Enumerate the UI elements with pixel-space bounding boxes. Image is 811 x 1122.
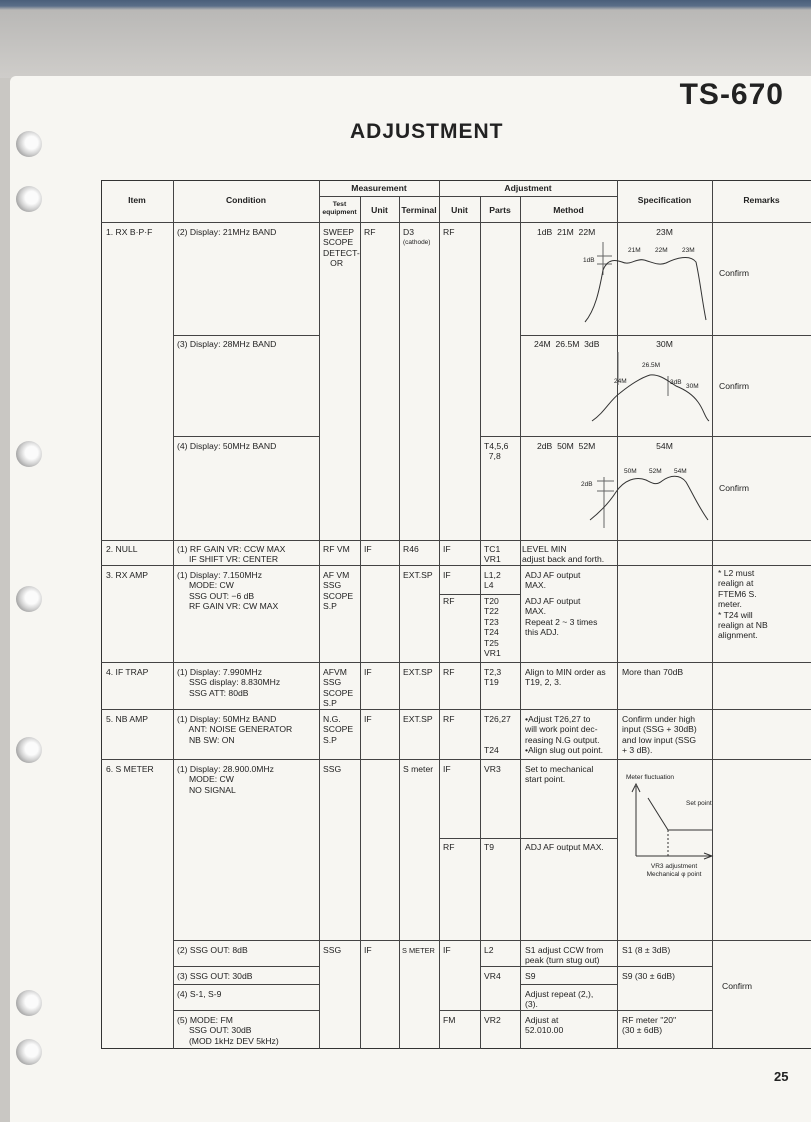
- measurement-unit-nb-amp: IF: [364, 714, 372, 724]
- terminal-rx-amp: EXT.SP: [403, 570, 433, 580]
- terminal-s-meter-2: S METER: [402, 946, 435, 955]
- adjustment-unit-rx-amp-if: IF: [443, 570, 451, 580]
- model-number: TS-670: [679, 78, 784, 111]
- method-null: LEVEL MIN adjust back and forth.: [522, 544, 605, 565]
- parts-rx-amp-rf: T20 T22 T23 T24 T25 VR1: [484, 596, 501, 659]
- curve50-label-52m: 52M: [649, 468, 662, 475]
- remark-50mhz: Confirm: [719, 483, 750, 493]
- method-if-trap: Align to MIN order as T19, 2, 3.: [525, 667, 606, 688]
- measurement-unit-s-meter-2: IF: [364, 945, 372, 955]
- curve28-label-24m: 24M: [614, 378, 627, 385]
- header-method: Method: [553, 205, 584, 215]
- condition-s-meter-1: (1) Display: 28.900.0MHz MODE: CW NO SIGNAL: [177, 764, 274, 795]
- method-50mhz: 2dB 50M 52M: [537, 441, 596, 451]
- curve21-label-22m: 22M: [655, 247, 668, 254]
- spec-21mhz: 23M: [656, 227, 673, 237]
- method-rx-amp-if: ADJ AF output MAX.: [525, 570, 581, 591]
- adjustment-unit-s-meter-5: FM: [443, 1015, 456, 1025]
- parts-s-meter-1b: T9: [484, 842, 495, 852]
- parts-50mhz: T4,5,6 7,8: [484, 441, 509, 462]
- header-adjustment: Adjustment: [504, 183, 552, 193]
- method-rx-amp-rf: ADJ AF output MAX. Repeat 2 ~ 3 times this ADJ.: [525, 596, 598, 638]
- spec-nb-amp: Confirm under high input (SSG + 30dB) and low input (SSG + 3 dB).: [622, 714, 697, 756]
- remark-21mhz: Confirm: [719, 268, 750, 278]
- condition-nb-amp: (1) Display: 50MHz BAND ANT: NOISE GENERATOR NB SW: ON: [177, 714, 293, 745]
- method-s-meter-1: Set to mechanical start point.: [525, 764, 594, 785]
- condition-null: (1) RF GAIN VR: CCW MAX IF SHIFT VR: CENTER: [177, 544, 286, 565]
- item-s-meter: 6. S METER: [106, 764, 154, 774]
- remark-28mhz: Confirm: [719, 381, 750, 391]
- curve21-label-21m: 21M: [628, 247, 641, 254]
- parts-s-meter-2: L2: [484, 945, 494, 955]
- method-s-meter-2: S1 adjust CCW from peak (turn stug out): [525, 945, 604, 966]
- equipment-s-meter-1: SSG: [323, 764, 342, 774]
- parts-s-meter-5: VR2: [484, 1015, 501, 1025]
- equipment-rx-amp: AF VM SSG SCOPE S.P: [323, 570, 354, 612]
- condition-50mhz: (4) Display: 50MHz BAND: [177, 441, 277, 451]
- spec-s-meter-2: S1 (8 ± 3dB): [622, 945, 671, 955]
- graph-title: Meter fluctuation: [626, 774, 675, 781]
- spec-50mhz: 54M: [656, 441, 673, 451]
- equipment-nb-amp: N.G. SCOPE S.P: [323, 714, 354, 745]
- adjustment-unit-s-meter-1b: RF: [443, 842, 455, 852]
- condition-if-trap: (1) Display: 7.990MHz SSG display: 8.830MHz SSG ATT: 80dB: [177, 667, 281, 698]
- equipment-s-meter-2: SSG: [323, 945, 342, 955]
- header-remarks: Remarks: [743, 195, 780, 205]
- item-nb-amp: 5. NB AMP: [106, 714, 149, 724]
- header-adjustment-unit: Unit: [451, 205, 468, 215]
- measurement-unit-rf: RF: [364, 227, 376, 237]
- adjustment-unit-null: IF: [443, 544, 451, 554]
- equipment-sweep-scope: SWEEP SCOPE DETECT- OR: [323, 227, 360, 269]
- adjustment-unit-rf: RF: [443, 227, 455, 237]
- parts-rx-amp-if: L1,2 L4: [484, 570, 501, 591]
- terminal-null: R46: [403, 544, 419, 554]
- method-nb-amp: •Adjust T26,27 to will work point dec- reasing N.G output. •Align slug out point.: [525, 714, 604, 756]
- curve50-label-54m: 54M: [674, 468, 687, 475]
- header-test-equipment: Test equipment: [322, 201, 357, 216]
- terminal-d3: D3: [403, 227, 414, 237]
- adjustment-unit-if-trap: RF: [443, 667, 455, 677]
- remarks-rx-amp: * L2 must realign at FTEM6 S. meter. * T24 will realign at NB alignment.: [718, 568, 768, 641]
- parts-if-trap: T2,3 T19: [484, 667, 502, 688]
- terminal-nb-amp: EXT.SP: [403, 714, 433, 724]
- adjustment-unit-s-meter-1: IF: [443, 764, 451, 774]
- header-condition: Condition: [225, 195, 267, 205]
- spec-28mhz: 30M: [656, 339, 673, 349]
- curve-50mhz: [590, 476, 708, 528]
- curve50-label-50m: 50M: [624, 468, 637, 475]
- condition-rx-amp: (1) Display: 7.150MHz MODE: CW SSG OUT: −6 dB RF GAIN VR: CW MAX: [177, 570, 279, 612]
- adjustment-unit-s-meter-2: IF: [443, 945, 451, 955]
- terminal-s-meter-1: S meter: [403, 764, 434, 774]
- method-28mhz: 24M 26.5M 3dB: [534, 339, 600, 349]
- parts-null: TC1 VR1: [484, 544, 501, 565]
- page-number: 25: [774, 1069, 789, 1084]
- measurement-unit-if-trap: IF: [364, 667, 372, 677]
- method-s-meter-3: S9: [525, 971, 536, 981]
- terminal-if-trap: EXT.SP: [403, 667, 433, 677]
- graph-set-point: Set point: [686, 800, 712, 807]
- condition-s-meter-5: (5) MODE: FM SSG OUT: 30dB (MOD 1kHz DEV 5kHz): [177, 1015, 279, 1046]
- s-meter-graph: [632, 784, 712, 859]
- parts-nb-amp: T26,27 T24: [484, 714, 511, 756]
- spec-s-meter-3: S9 (30 ± 6dB): [622, 971, 675, 981]
- header-measurement-unit: Unit: [371, 205, 388, 215]
- item-rx-bpf: 1. RX B·P·F: [106, 227, 153, 237]
- curve28-label-30m: 30M: [686, 383, 699, 390]
- method-s-meter-5: Adjust at 52.010.00: [525, 1015, 564, 1036]
- condition-s-meter-4: (4) S-1, S-9: [177, 989, 222, 999]
- item-null: 2. NULL: [106, 544, 138, 554]
- equipment-if-trap: AFVM SSG SCOPE S.P: [323, 667, 354, 709]
- curve28-label-3db: 3dB: [670, 379, 682, 386]
- graph-caption: VR3 adjustment Mechanical φ point: [646, 863, 702, 878]
- equipment-null: RF VM: [323, 544, 350, 554]
- curve21-label-23m: 23M: [682, 247, 695, 254]
- header-specification: Specification: [637, 195, 692, 205]
- curve28-label-26-5m: 26.5M: [642, 362, 661, 369]
- condition-28mhz: (3) Display: 28MHz BAND: [177, 339, 277, 349]
- header-terminal: Terminal: [401, 205, 437, 215]
- item-if-trap: 4. IF TRAP: [106, 667, 149, 677]
- method-s-meter-4: Adjust repeat (2,), (3).: [525, 989, 594, 1010]
- condition-s-meter-3: (3) SSG OUT: 30dB: [177, 971, 253, 981]
- method-s-meter-1b: ADJ AF output MAX.: [525, 842, 604, 852]
- curve21-label-1db: 1dB: [583, 257, 595, 264]
- adjustment-unit-nb-amp: RF: [443, 714, 455, 724]
- condition-21mhz: (2) Display: 21MHz BAND: [177, 227, 277, 237]
- spec-if-trap: More than 70dB: [622, 667, 684, 677]
- parts-s-meter-1: VR3: [484, 764, 501, 774]
- adjustment-unit-rx-amp-rf: RF: [443, 596, 455, 606]
- measurement-unit-null: IF: [364, 544, 372, 554]
- condition-s-meter-2: (2) SSG OUT: 8dB: [177, 945, 248, 955]
- header-item: Item: [128, 195, 146, 205]
- method-21mhz: 1dB 21M 22M: [537, 227, 596, 237]
- page-title: ADJUSTMENT: [350, 120, 504, 143]
- curve50-label-2db: 2dB: [581, 481, 593, 488]
- header-measurement: Measurement: [351, 183, 407, 193]
- remarks-s-meter: Confirm: [722, 981, 753, 991]
- terminal-d3-note: (cathode): [403, 239, 431, 246]
- item-rx-amp: 3. RX AMP: [106, 570, 149, 580]
- spec-s-meter-5: RF meter ''20'' (30 ± 6dB): [622, 1015, 677, 1036]
- parts-s-meter-3: VR4: [484, 971, 501, 981]
- header-parts: Parts: [489, 205, 511, 215]
